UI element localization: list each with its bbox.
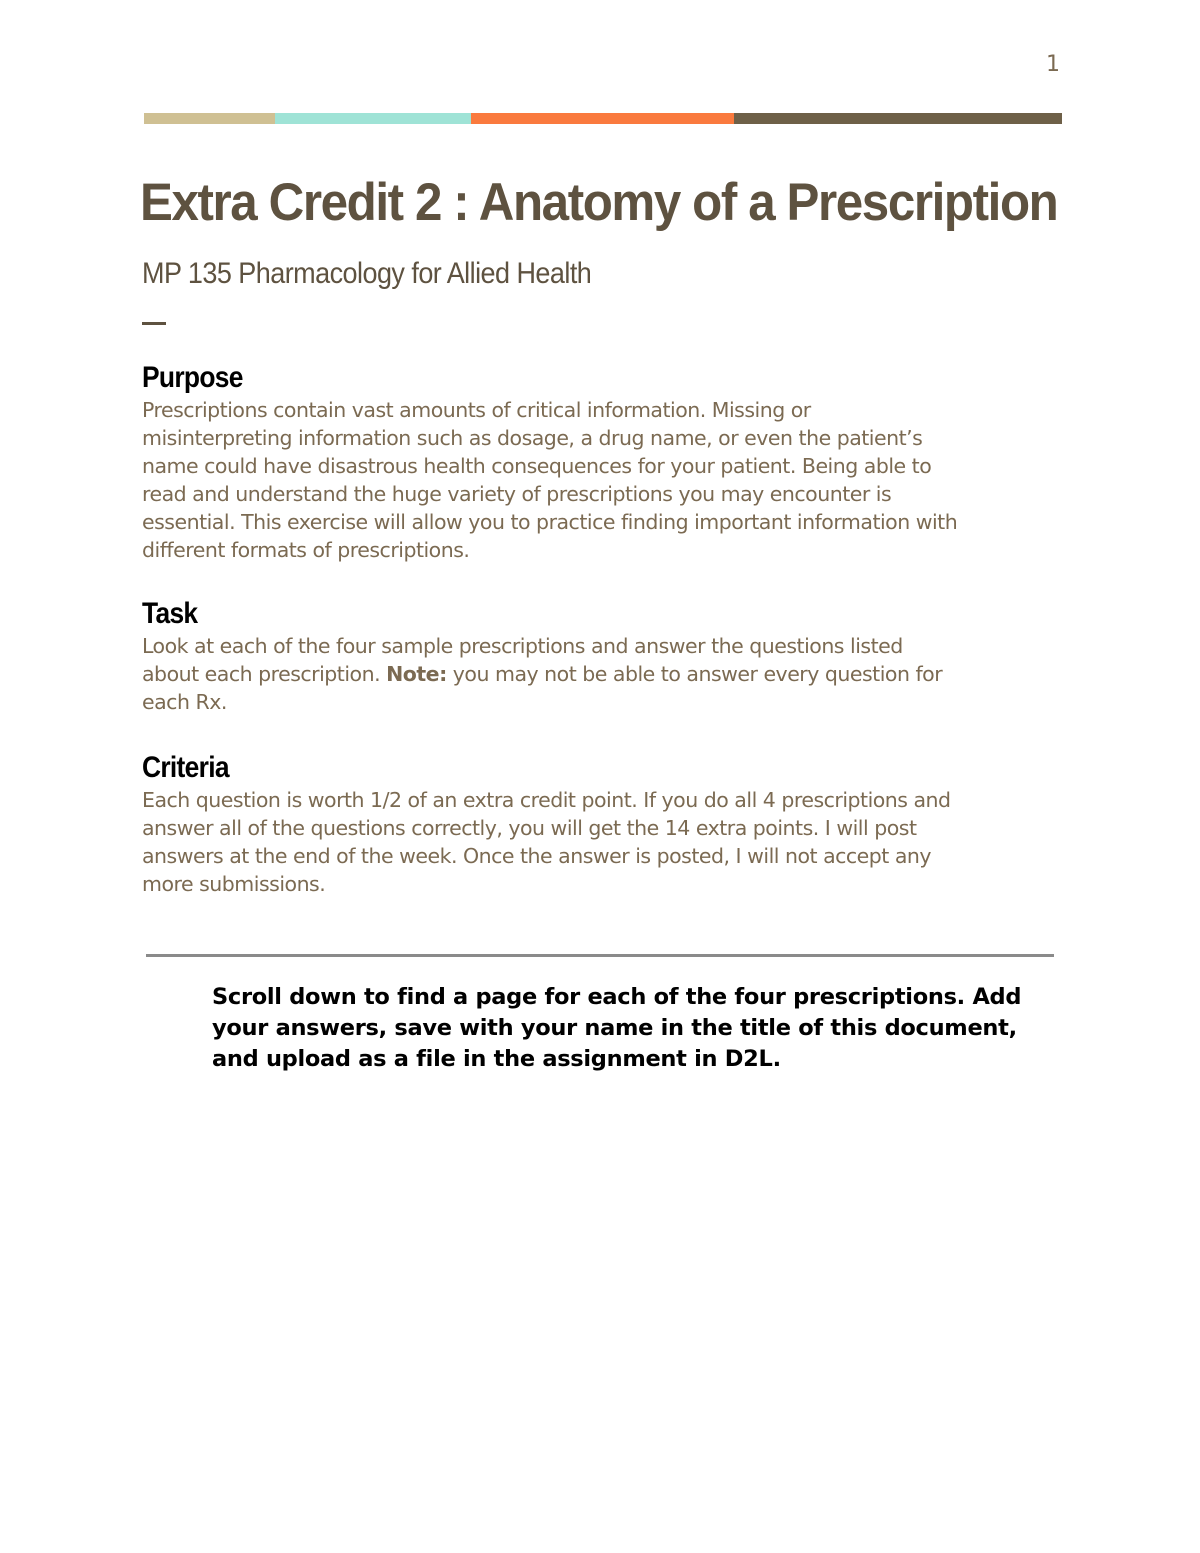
task-body-text-continued: you may not be able to answer every question for each Rx. [142, 662, 943, 714]
horizontal-divider [146, 954, 1054, 957]
task-section [142, 596, 1072, 716]
header-color-bar [144, 113, 1062, 124]
task-body [142, 632, 1072, 716]
document-title: Extra Credit 2 : Anatomy of a Prescription [140, 173, 1058, 232]
task-note-label: Note: [386, 662, 447, 686]
task-heading: Task [142, 597, 198, 630]
document-subtitle: MP 135 Pharmacology for Allied Health [142, 257, 592, 290]
color-bar-segment-brown [734, 113, 1062, 124]
color-bar-segment-orange [471, 113, 734, 124]
purpose-section [142, 360, 1072, 564]
color-bar-segment-aqua [275, 113, 471, 124]
page-number: 1 [1046, 52, 1060, 77]
criteria-heading: Criteria [142, 751, 229, 784]
criteria-section [142, 750, 1072, 898]
task-body-text: Look at each of the four sample prescriptions and answer the questions listed about each prescription. [142, 634, 903, 686]
submission-instructions: Scroll down to find a page for each of the four prescriptions. Add your answers, save with your name in the title of this document, and upload as a file in the assignment in D2L. [212, 984, 1022, 1072]
color-bar-segment-tan [144, 113, 275, 124]
purpose-body: Prescriptions contain vast amounts of critical information. Missing or misinterpreting information such as dosage, a drug name, or even the patient’s name could have disastrous health consequences for your patient. Being able to read and understand the huge variety of prescriptions you may encounter is essential. This exercise will allow you to practice finding important information with different formats of prescriptions. [142, 398, 958, 562]
criteria-body: Each question is worth 1/2 of an extra credit point. If you do all 4 prescriptions and answer all of the questions correctly, you will get the 14 extra points. I will post answers at the end of the week. Once the answer is posted, I will not accept any more submissions. [142, 788, 951, 896]
purpose-heading: Purpose [142, 361, 243, 394]
subtitle-dash-divider [142, 322, 166, 325]
